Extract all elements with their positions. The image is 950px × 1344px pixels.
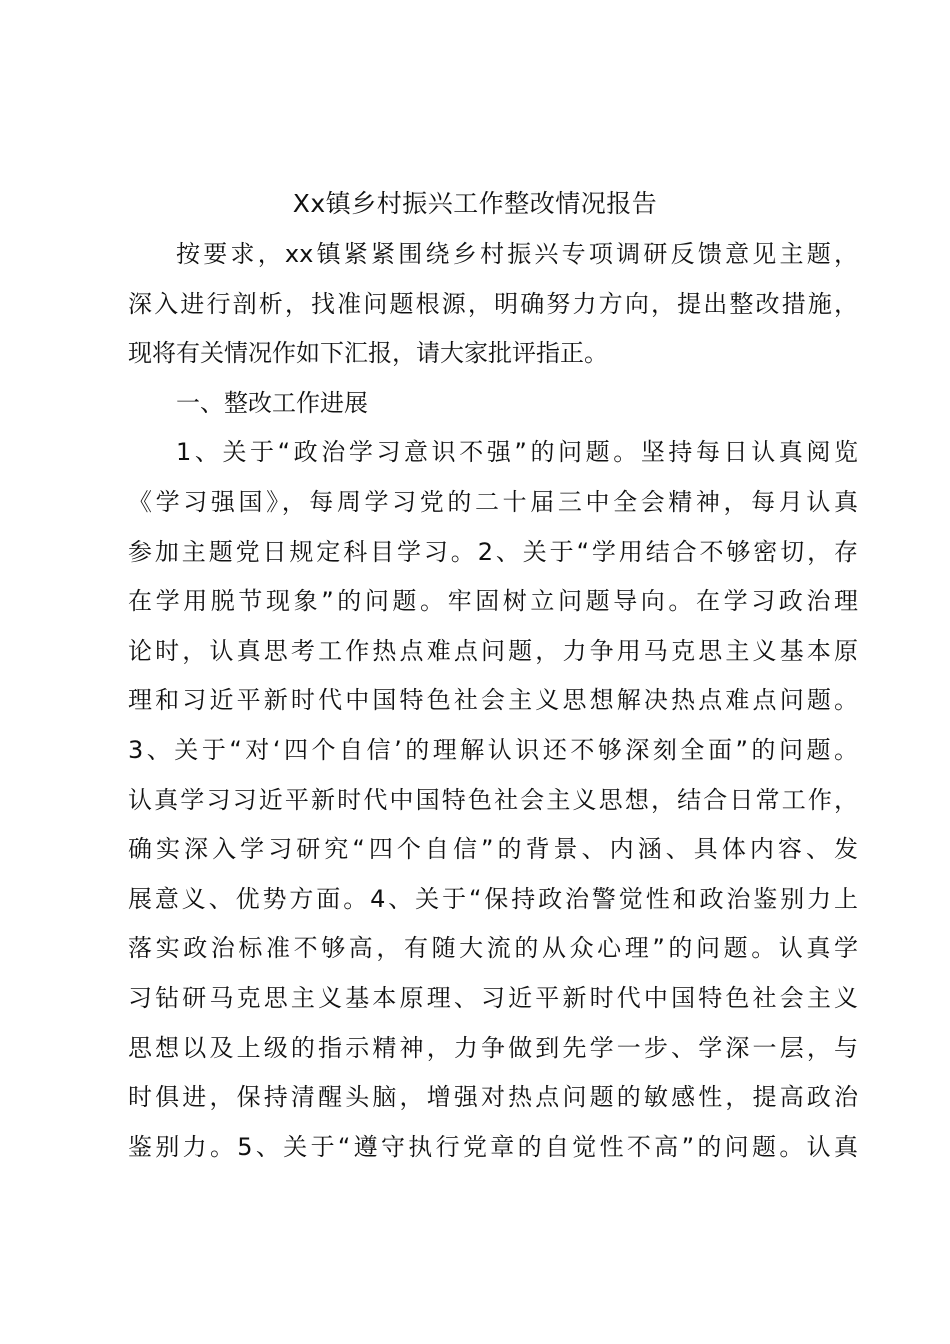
body-line: 理和习近平新时代中国特色社会主义思想解决热点难点问题。 [128,686,858,715]
body-line: 现将有关情况作如下汇报，请大家批评指正。 [128,339,608,368]
body-line: 鉴别力。5、关于“遵守执行党章的自觉性不高”的问题。认真 [128,1132,858,1161]
body-line: 习钻研马克思主义基本原理、习近平新时代中国特色社会主义 [128,983,858,1012]
body-line: 认真学习习近平新时代中国特色社会主义思想，结合日常工作， [128,785,858,814]
body-line: 在学用脱节现象”的问题。牢固树立问题导向。在学习政治理 [128,587,858,616]
body-line: 确实深入学习研究“四个自信”的背景、内涵、具体内容、发 [128,835,858,864]
body-line: 一、整改工作进展 [176,388,368,417]
body-line: 论时，认真思考工作热点难点问题，力争用马克思主义基本原 [128,636,858,665]
body-line: 时俱进，保持清醒头脑，增强对热点问题的敏感性，提高政治 [128,1083,858,1112]
body-line: 《学习强国》，每周学习党的二十届三中全会精神，每月认真 [128,487,858,516]
body-line: 展意义、优势方面。4、关于“保持政治警觉性和政治鉴别力上 [128,884,858,913]
body-line: 3、关于“对‘四个自信’的理解认识还不够深刻全面”的问题。 [128,735,858,764]
body-line: 1、关于“政治学习意识不强”的问题。坚持每日认真阅览 [176,438,858,467]
body-line: 参加主题党日规定科目学习。2、关于“学用结合不够密切，存 [128,537,858,566]
body-line: 思想以及上级的指示精神，力争做到先学一步、学深一层，与 [128,1033,858,1062]
body-line: 深入进行剖析，找准问题根源，明确努力方向，提出整改措施， [128,289,858,318]
document-body [128,230,858,1172]
body-line: 按要求，xx镇紧紧围绕乡村振兴专项调研反馈意见主题， [176,240,858,268]
body-line: 落实政治标准不够高，有随大流的从众心理”的问题。认真学 [128,934,858,963]
document-title: Xx镇乡村振兴工作整改情况报告 [292,189,658,218]
